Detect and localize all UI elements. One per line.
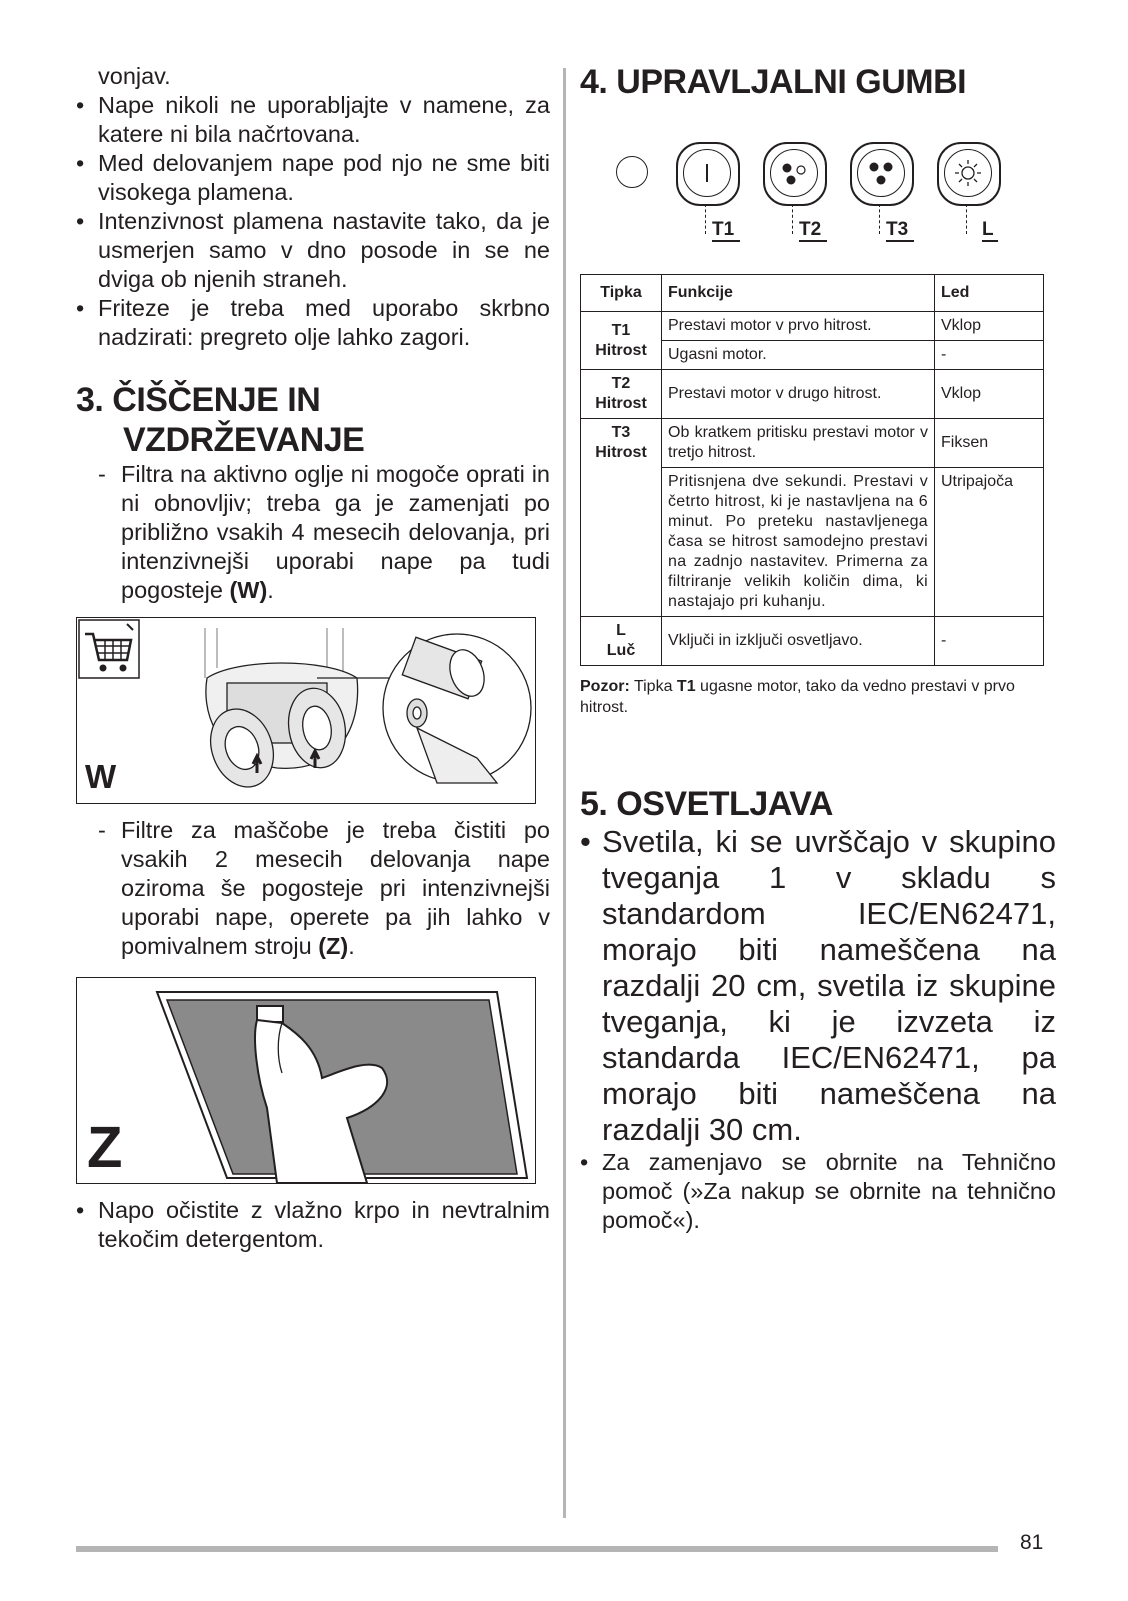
led-indicator bbox=[616, 156, 648, 188]
table-row: T1 Hitrost Prestavi motor v prvo hitrost. Vklop bbox=[581, 312, 1044, 341]
figure-w bbox=[76, 617, 536, 804]
cart-icon bbox=[79, 620, 139, 678]
grease-filter-illustration bbox=[77, 978, 535, 1183]
list-item: • Napo očistite z vlažno krpo in nevtralnim tekočim detergentom. bbox=[76, 1196, 550, 1254]
table-row: T3 Hitrost Ob kratkem pritisku prestavi motor v tretjo hitrost. Fiksen bbox=[581, 419, 1044, 468]
list-item: • Svetila, ki se uvrščajo v skupino tveganja 1 v skladu s standardom IEC/EN62471, morajo biti nameščena na razdalji 20 cm, svetila iz skupine tveganja, ki je izvzeta iz standarda IEC/EN62471, pa morajo biti nameščena na razdalji 30 cm. bbox=[580, 824, 1056, 1148]
power-icon bbox=[684, 150, 730, 196]
list-item: • Friteze je treba med uporabo skrbno nadzirati: pregreto olje lahko zagori. bbox=[76, 294, 550, 352]
table-row: Pritisnjena dve sekundi. Prestavi v četrto hitrost, ki je nastavljena na 6 minut. Po preteku nastavljenega časa se hitrost samodejno prestavi na zadnjo nastavitev. Primerna za filtriranje velikih količin dima, ki nastajajo pri kuhanju. Utripajoča bbox=[581, 468, 1044, 617]
figure-z-label: Z bbox=[87, 1115, 123, 1180]
right-column bbox=[580, 62, 1056, 1235]
section-3-heading: 3. ČIŠČENJE IN VZDRŽEVANJE bbox=[76, 381, 365, 459]
left-column bbox=[76, 62, 550, 1254]
t3-button[interactable] bbox=[850, 142, 914, 206]
header-led: Led bbox=[935, 275, 1044, 312]
l-label: L bbox=[982, 220, 998, 242]
figure-z bbox=[76, 977, 536, 1184]
lighting-list-small bbox=[580, 1148, 1056, 1235]
t1-button[interactable] bbox=[676, 142, 740, 206]
t3-label: T3 bbox=[886, 220, 914, 242]
t2-label: T2 bbox=[799, 220, 827, 242]
list-item: • Med delovanjem nape pod njo ne sme biti visokega plamena. bbox=[76, 149, 550, 207]
function-table bbox=[580, 274, 1044, 666]
t2-button[interactable] bbox=[763, 142, 827, 206]
list-item: • Intenzivnost plamena nastavite tako, da je usmerjen samo v dno posode in se ne dviga ob njenih straneh. bbox=[76, 207, 550, 294]
control-panel bbox=[580, 124, 1056, 244]
light-button[interactable] bbox=[937, 142, 1001, 206]
list-item: • Za zamenjavo se obrnite na Tehnično pomoč (»Za nakup se obrnite na tehnično pomoč«). bbox=[580, 1148, 1056, 1235]
fan-two-icon bbox=[771, 150, 817, 196]
header-tipka: Tipka bbox=[581, 275, 662, 312]
page-number: 81 bbox=[1020, 1531, 1044, 1554]
fan-three-icon bbox=[858, 150, 904, 196]
section-5-heading: 5. OSVETLJAVA bbox=[580, 785, 833, 823]
caution-note: Pozor: Tipka T1 ugasne motor, tako da vedno prestavi v prvo hitrost. bbox=[580, 678, 1015, 716]
column-divider bbox=[563, 68, 566, 1518]
cleaning-list bbox=[76, 1196, 550, 1254]
footer-bar bbox=[76, 1546, 998, 1552]
carbon-filter-illustration bbox=[77, 618, 535, 803]
list-item: • Nape nikoli ne uporabljajte v namene, za katere ni bila načrtovana. bbox=[76, 91, 550, 149]
lighting-list bbox=[580, 824, 1056, 1148]
carbon-filter-text: - Filtra na aktivno oglje ni mogoče oprati in ni obnovljiv; treba ga je zamenjati po približno vsakih 4 mesecih delovanja, pri intenzivnejši uporabi nape pa tudi pogosteje (W). bbox=[76, 460, 550, 605]
table-row: T2 Hitrost Prestavi motor v drugo hitrost. Vklop bbox=[581, 370, 1044, 419]
section-4-heading: 4. UPRAVLJALNI GUMBI bbox=[580, 63, 967, 101]
figure-w-label: W bbox=[85, 758, 117, 795]
grease-filter-text: - Filtre za maščobe je treba čistiti po vsakih 2 mesecih delovanja nape oziroma še pogosteje pri intenzivnejši uporabi nape, operete pa jih lahko v pomivalnem stroju (Z). bbox=[76, 816, 550, 961]
table-header-row bbox=[581, 275, 1044, 312]
table-row: L Luč Vključi in izključi osvetljavo. - bbox=[581, 617, 1044, 666]
safety-list bbox=[76, 91, 550, 352]
intro-line: vonjav. bbox=[98, 63, 171, 89]
light-icon bbox=[945, 150, 991, 196]
t1-label: T1 bbox=[712, 220, 740, 242]
header-funkcije: Funkcije bbox=[662, 275, 935, 312]
table-row: Ugasni motor. - bbox=[581, 341, 1044, 370]
